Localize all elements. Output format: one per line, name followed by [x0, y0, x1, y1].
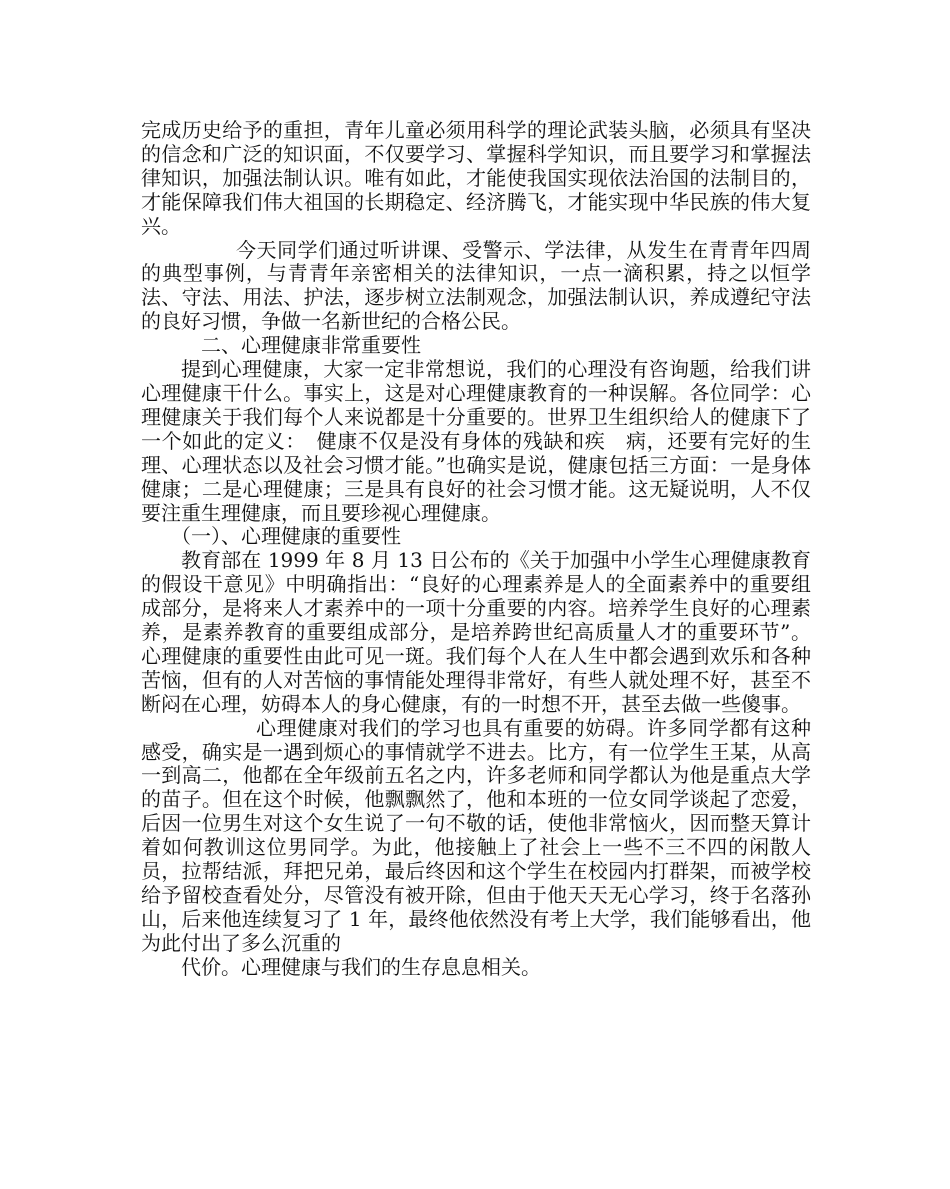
paragraph-health-definition: 提到心理健康，大家一定非常想说，我们的心理没有咨询题，给我们讲心理健康干什么。事实上，这是对心理健康教育的一种误解。各位同学：心理健康关于我们每个人来说都是十分重要的。世界卫生组织给人的健康下了一个如此的定义： 健康不仅是没有身体的残缺和疾 病，还要有完好的生理、心理状态以及社会习惯才能。”也确实是说，健康包括三方面：一是身体健康；二是心理健康；三是具有良好的社会习惯才能。这无疑说明，人不仅要注重生理健康，而且要珍视心理健康。 [141, 357, 811, 525]
paragraph-ministry-opinion: 教育部在 1999 年 8 月 13 日公布的《关于加强中小学生心理健康教育的假设干意见》中明确指出：“良好的心理素养是人的全面素养中的重要组成部分，是将来人才素养中的一项十分重要的内容。培养学生良好的心理素养，是素养教育的重要组成部分，是培养跨世纪高质量人才的重要环节”。心理健康的重要性由此可见一斑。我们每个人在人生中都会遇到欢乐和各种苦恼，但有的人对苦恼的事情能处理得非常好，有些人就处理不好，甚至不断闷在心理，妨碍本人的身心健康，有的一时想不开，甚至去做一些傻事。 [141, 548, 811, 716]
paragraph-conclusion: 代价。心理健康与我们的生存息息相关。 [181, 954, 541, 979]
paragraph-intro: 完成历史给予的重担，青年儿童必须用科学的理论武装头脑，必须具有坚决的信念和广泛的知识面，不仅要学习、掌握科学知识，而且要学习和掌握法律知识，加强法制认识。唯有如此，才能使我国实现依法治国的法制目的，才能保障我们伟大祖国的长期稳定、经济腾飞，才能实现中华民族的伟大复兴。 [141, 118, 811, 238]
section-heading: 二、心理健康非常重要性 [201, 333, 421, 358]
paragraph-study-impact: 心理健康对我们的学习也具有重要的妨碍。许多同学都有这种感受，确实是一遇到烦心的事情就学不进去。比方，有一位学生王某，从高一到高二，他都在全年级前五名之内，许多老师和同学都认为他是重点大学的苗子。但在这个时候，他飘飘然了，他和本班的一位女同学谈起了恋爱，后因一位男生对这个女生说了一句不敬的话，使他非常恼火，因而整天算计着如何教训这位男同学。为此，他接触上了社会上一些不三不四的闲散人员，拉帮结派，拜把兄弟，最后终因和这个学生在校园内打群架，而被学校给予留校查看处分，尽管没有被开除，但由于他天天无心学习，终于名落孙山，后来他连续复习了 1 年，最终他依然没有考上大学，我们能够看出，他为此付出了多么沉重的 [141, 715, 811, 955]
paragraph-law-study: 今天同学们通过听讲课、受警示、学法律，从发生在青青年四周的典型事例，与青青年亲密相关的法律知识，一点一滴积累，持之以恒学法、守法、用法、护法，逐步树立法制观念，加强法制认识，养成遵纪守法的良好习惯，争做一名新世纪的合格公民。 [141, 237, 811, 334]
subsection-heading: （一）、心理健康的重要性 [171, 524, 401, 549]
document-page [141, 119, 811, 980]
